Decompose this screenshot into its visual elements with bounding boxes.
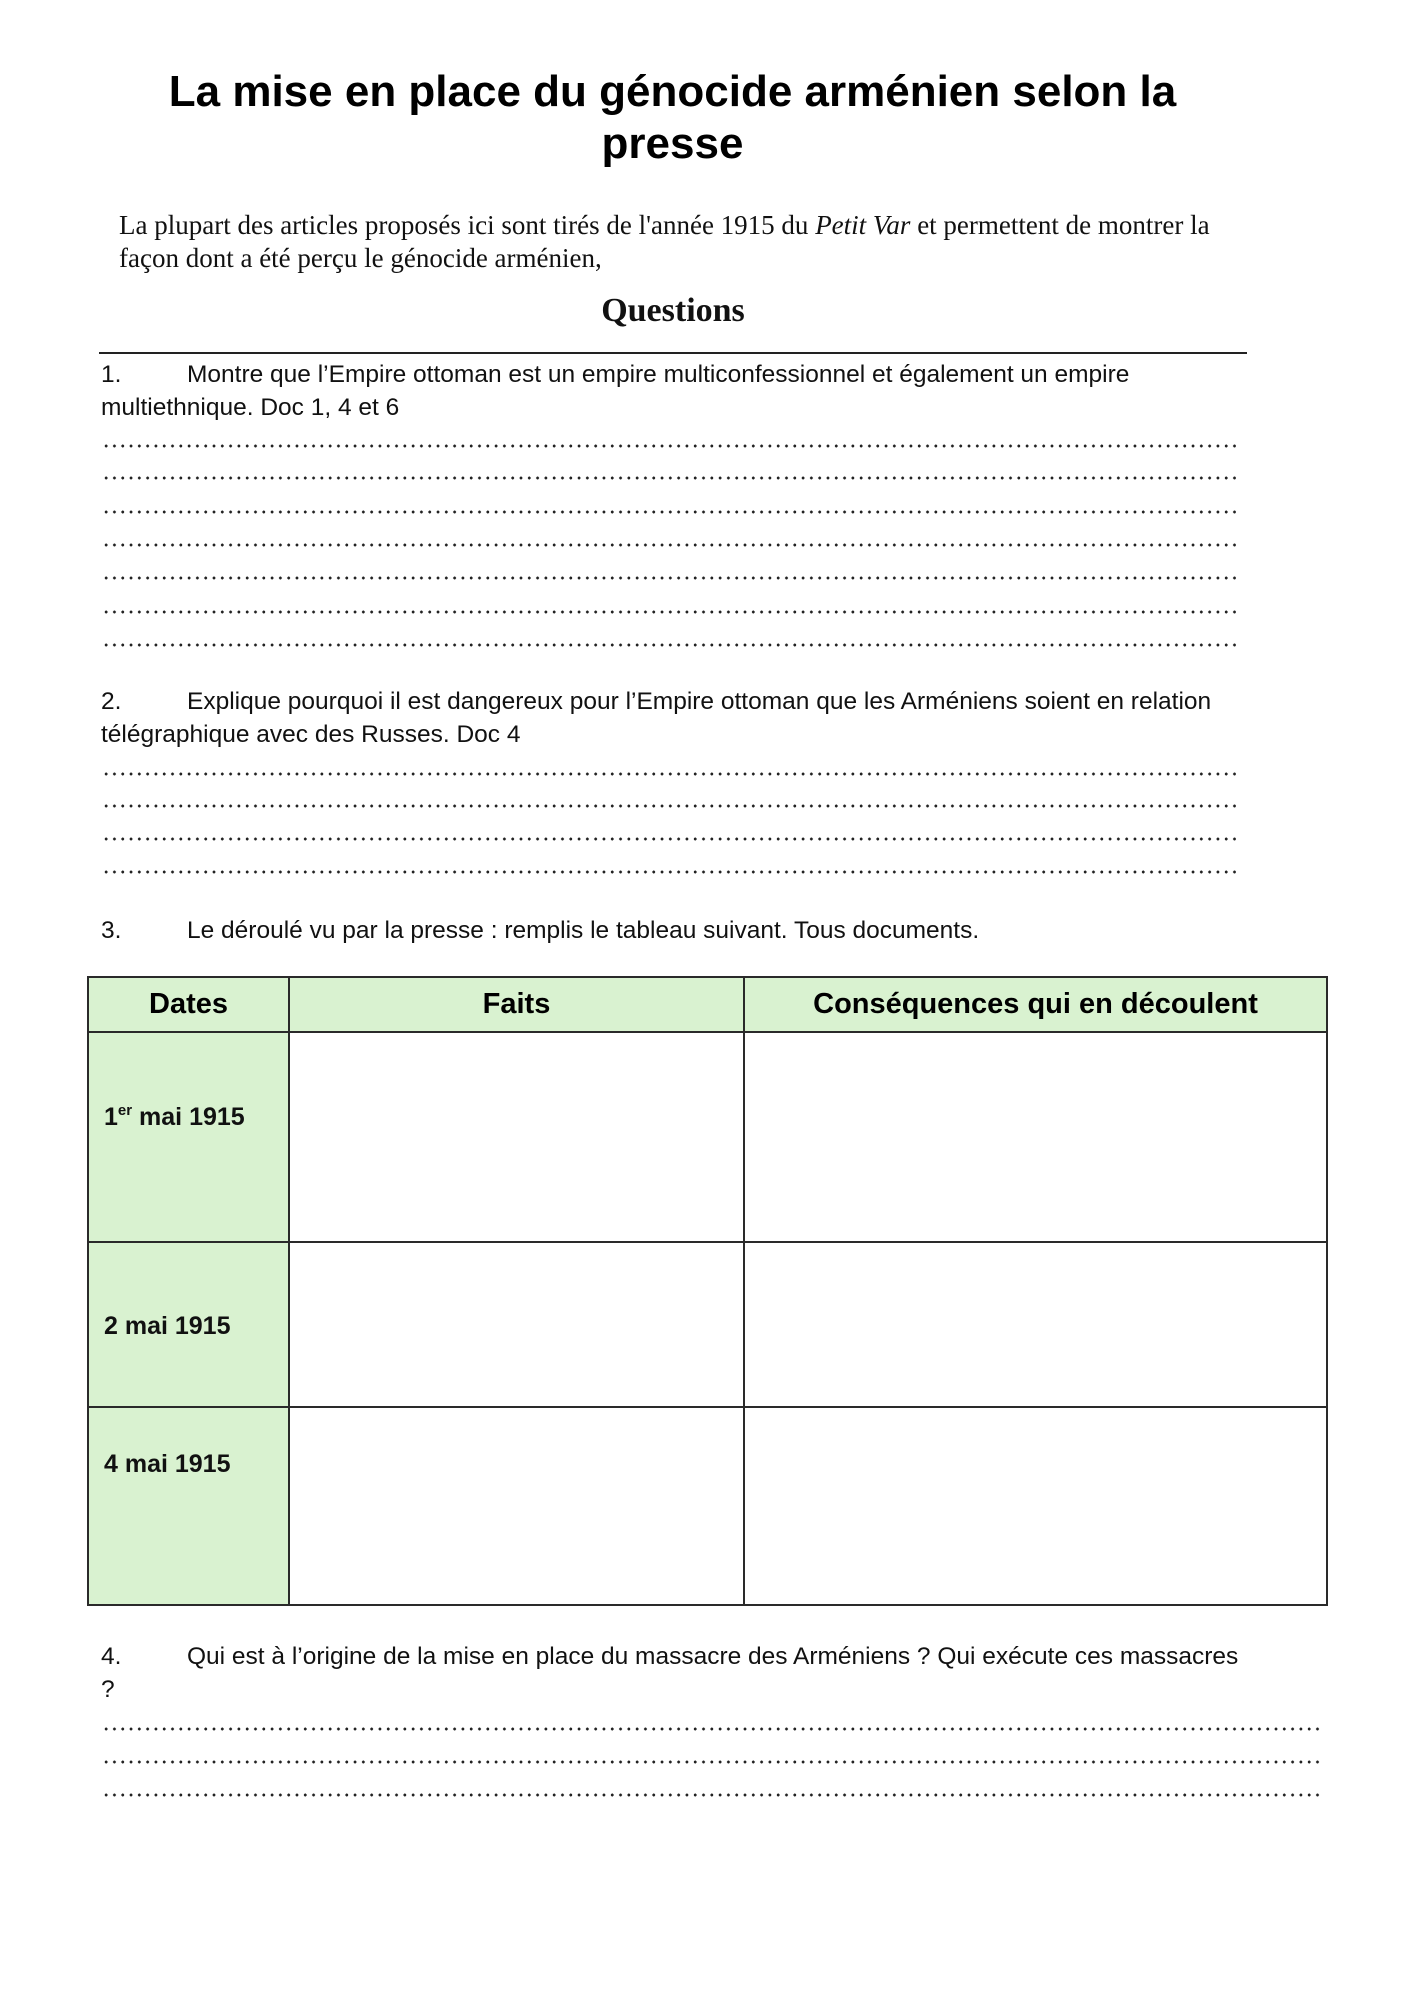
date-cell — [88, 1242, 289, 1407]
question-number: 1. — [101, 361, 122, 388]
answer-line[interactable] — [102, 510, 1236, 514]
date-label: 2 mai 1915 — [104, 1312, 231, 1340]
date-day: 1 — [104, 1103, 118, 1131]
table-header-row — [88, 977, 1327, 1032]
intro-text-after: et permettent de montrer la façon dont a été perçu le génocide arménien, — [119, 210, 1210, 273]
date-label: 4 mai 1915 — [104, 1450, 231, 1478]
intro-source-title: Petit Var — [815, 210, 911, 240]
date-cell — [88, 1407, 289, 1605]
table-row — [88, 1032, 1327, 1242]
question-number: 4. — [101, 1643, 122, 1670]
date-month-year: mai 1915 — [132, 1103, 245, 1131]
header-consequences: Conséquences qui en découlent — [744, 977, 1327, 1032]
answer-line[interactable] — [102, 610, 1236, 614]
intro-text-before: La plupart des articles proposés ici sont tirés de l'année 1915 du — [119, 210, 816, 240]
questions-heading: Questions — [601, 292, 745, 329]
question-text: Le déroulé vu par la presse : remplis le tableau suivant. Tous documents. — [187, 917, 980, 944]
answer-line[interactable] — [102, 870, 1236, 874]
consequences-cell[interactable] — [744, 1032, 1327, 1242]
answer-line[interactable] — [102, 1760, 1322, 1764]
question-text: Explique pourquoi il est dangereux pour l’Empire ottoman que les Arméniens soient en relation télégraphique avec des Russes. Doc 4 — [101, 688, 1212, 748]
faits-cell[interactable] — [289, 1407, 744, 1605]
answer-line[interactable] — [102, 576, 1236, 580]
answer-line[interactable] — [102, 444, 1236, 448]
answer-line[interactable] — [102, 476, 1236, 480]
header-dates: Dates — [88, 977, 289, 1032]
consequences-cell[interactable] — [744, 1407, 1327, 1605]
question-3 — [101, 914, 1251, 947]
table-row — [88, 1242, 1327, 1407]
question-1 — [101, 358, 1251, 424]
answer-line[interactable] — [102, 837, 1236, 841]
events-table — [87, 976, 1328, 1606]
question-number: 2. — [101, 688, 122, 715]
question-number: 3. — [101, 917, 122, 944]
answer-line[interactable] — [102, 543, 1236, 547]
question-text: Qui est à l’origine de la mise en place du massacre des Arméniens ? Qui exécute ces massacres ? — [101, 1643, 1239, 1703]
answer-line[interactable] — [102, 1727, 1322, 1731]
faits-cell[interactable] — [289, 1032, 744, 1242]
date-label — [104, 1033, 288, 1132]
heading-rule — [99, 352, 1247, 354]
page-title: La mise en place du génocide arménien selon la presse — [168, 67, 1177, 168]
table-row — [88, 1407, 1327, 1605]
answer-line[interactable] — [102, 643, 1236, 647]
date-cell — [88, 1032, 289, 1242]
faits-cell[interactable] — [289, 1242, 744, 1407]
question-2 — [101, 685, 1251, 751]
consequences-cell[interactable] — [744, 1242, 1327, 1407]
intro-paragraph — [119, 209, 1259, 275]
answer-line[interactable] — [102, 772, 1236, 776]
question-4 — [101, 1640, 1251, 1706]
question-text: Montre que l’Empire ottoman est un empire multiconfessionnel et également un empire multiethnique. Doc 1, 4 et 6 — [101, 361, 1130, 421]
answer-line[interactable] — [102, 804, 1236, 808]
header-faits: Faits — [289, 977, 744, 1032]
answer-line[interactable] — [102, 1793, 1322, 1797]
date-ordinal: er — [117, 1102, 133, 1119]
